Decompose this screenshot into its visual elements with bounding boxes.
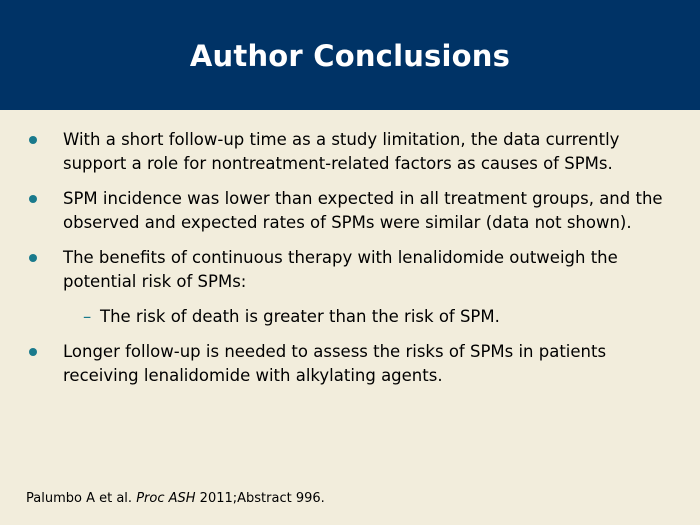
bullet-item (0, 340, 700, 388)
citation-details: 2011;Abstract 996. (199, 491, 325, 506)
bullet-dot-icon (29, 195, 37, 203)
sub-bullet-text: The risk of death is greater than the risk of SPM. (100, 307, 500, 326)
citation (26, 490, 325, 508)
title-bar (0, 0, 700, 110)
bullet-text: The benefits of continuous therapy with lenalidomide outweigh the potential risk of SPMs: (63, 248, 618, 291)
bullet-dot-icon (29, 254, 37, 262)
bullet-text: SPM incidence was lower than expected in all treatment groups, and the observed and expected rates of SPMs were similar (data not shown). (63, 189, 663, 232)
bullet-list (0, 128, 700, 399)
bullet-text: Longer follow-up is needed to assess the risks of SPMs in patients receiving lenalidomide with alkylating agents. (63, 342, 607, 385)
sub-bullet-item (0, 305, 700, 329)
bullet-item (0, 128, 700, 176)
citation-journal: Proc ASH (136, 491, 196, 506)
bullet-item (0, 246, 700, 294)
slide-title: Author Conclusions (189, 39, 511, 73)
bullet-dot-icon (29, 348, 37, 356)
citation-authors: Palumbo A et al. (26, 491, 133, 506)
bullet-item (0, 187, 700, 235)
bullet-dot-icon (29, 136, 37, 144)
dash-icon: – (83, 307, 92, 326)
bullet-text: With a short follow-up time as a study limitation, the data currently support a role for nontreatment-related factors as causes of SPMs. (63, 130, 620, 173)
